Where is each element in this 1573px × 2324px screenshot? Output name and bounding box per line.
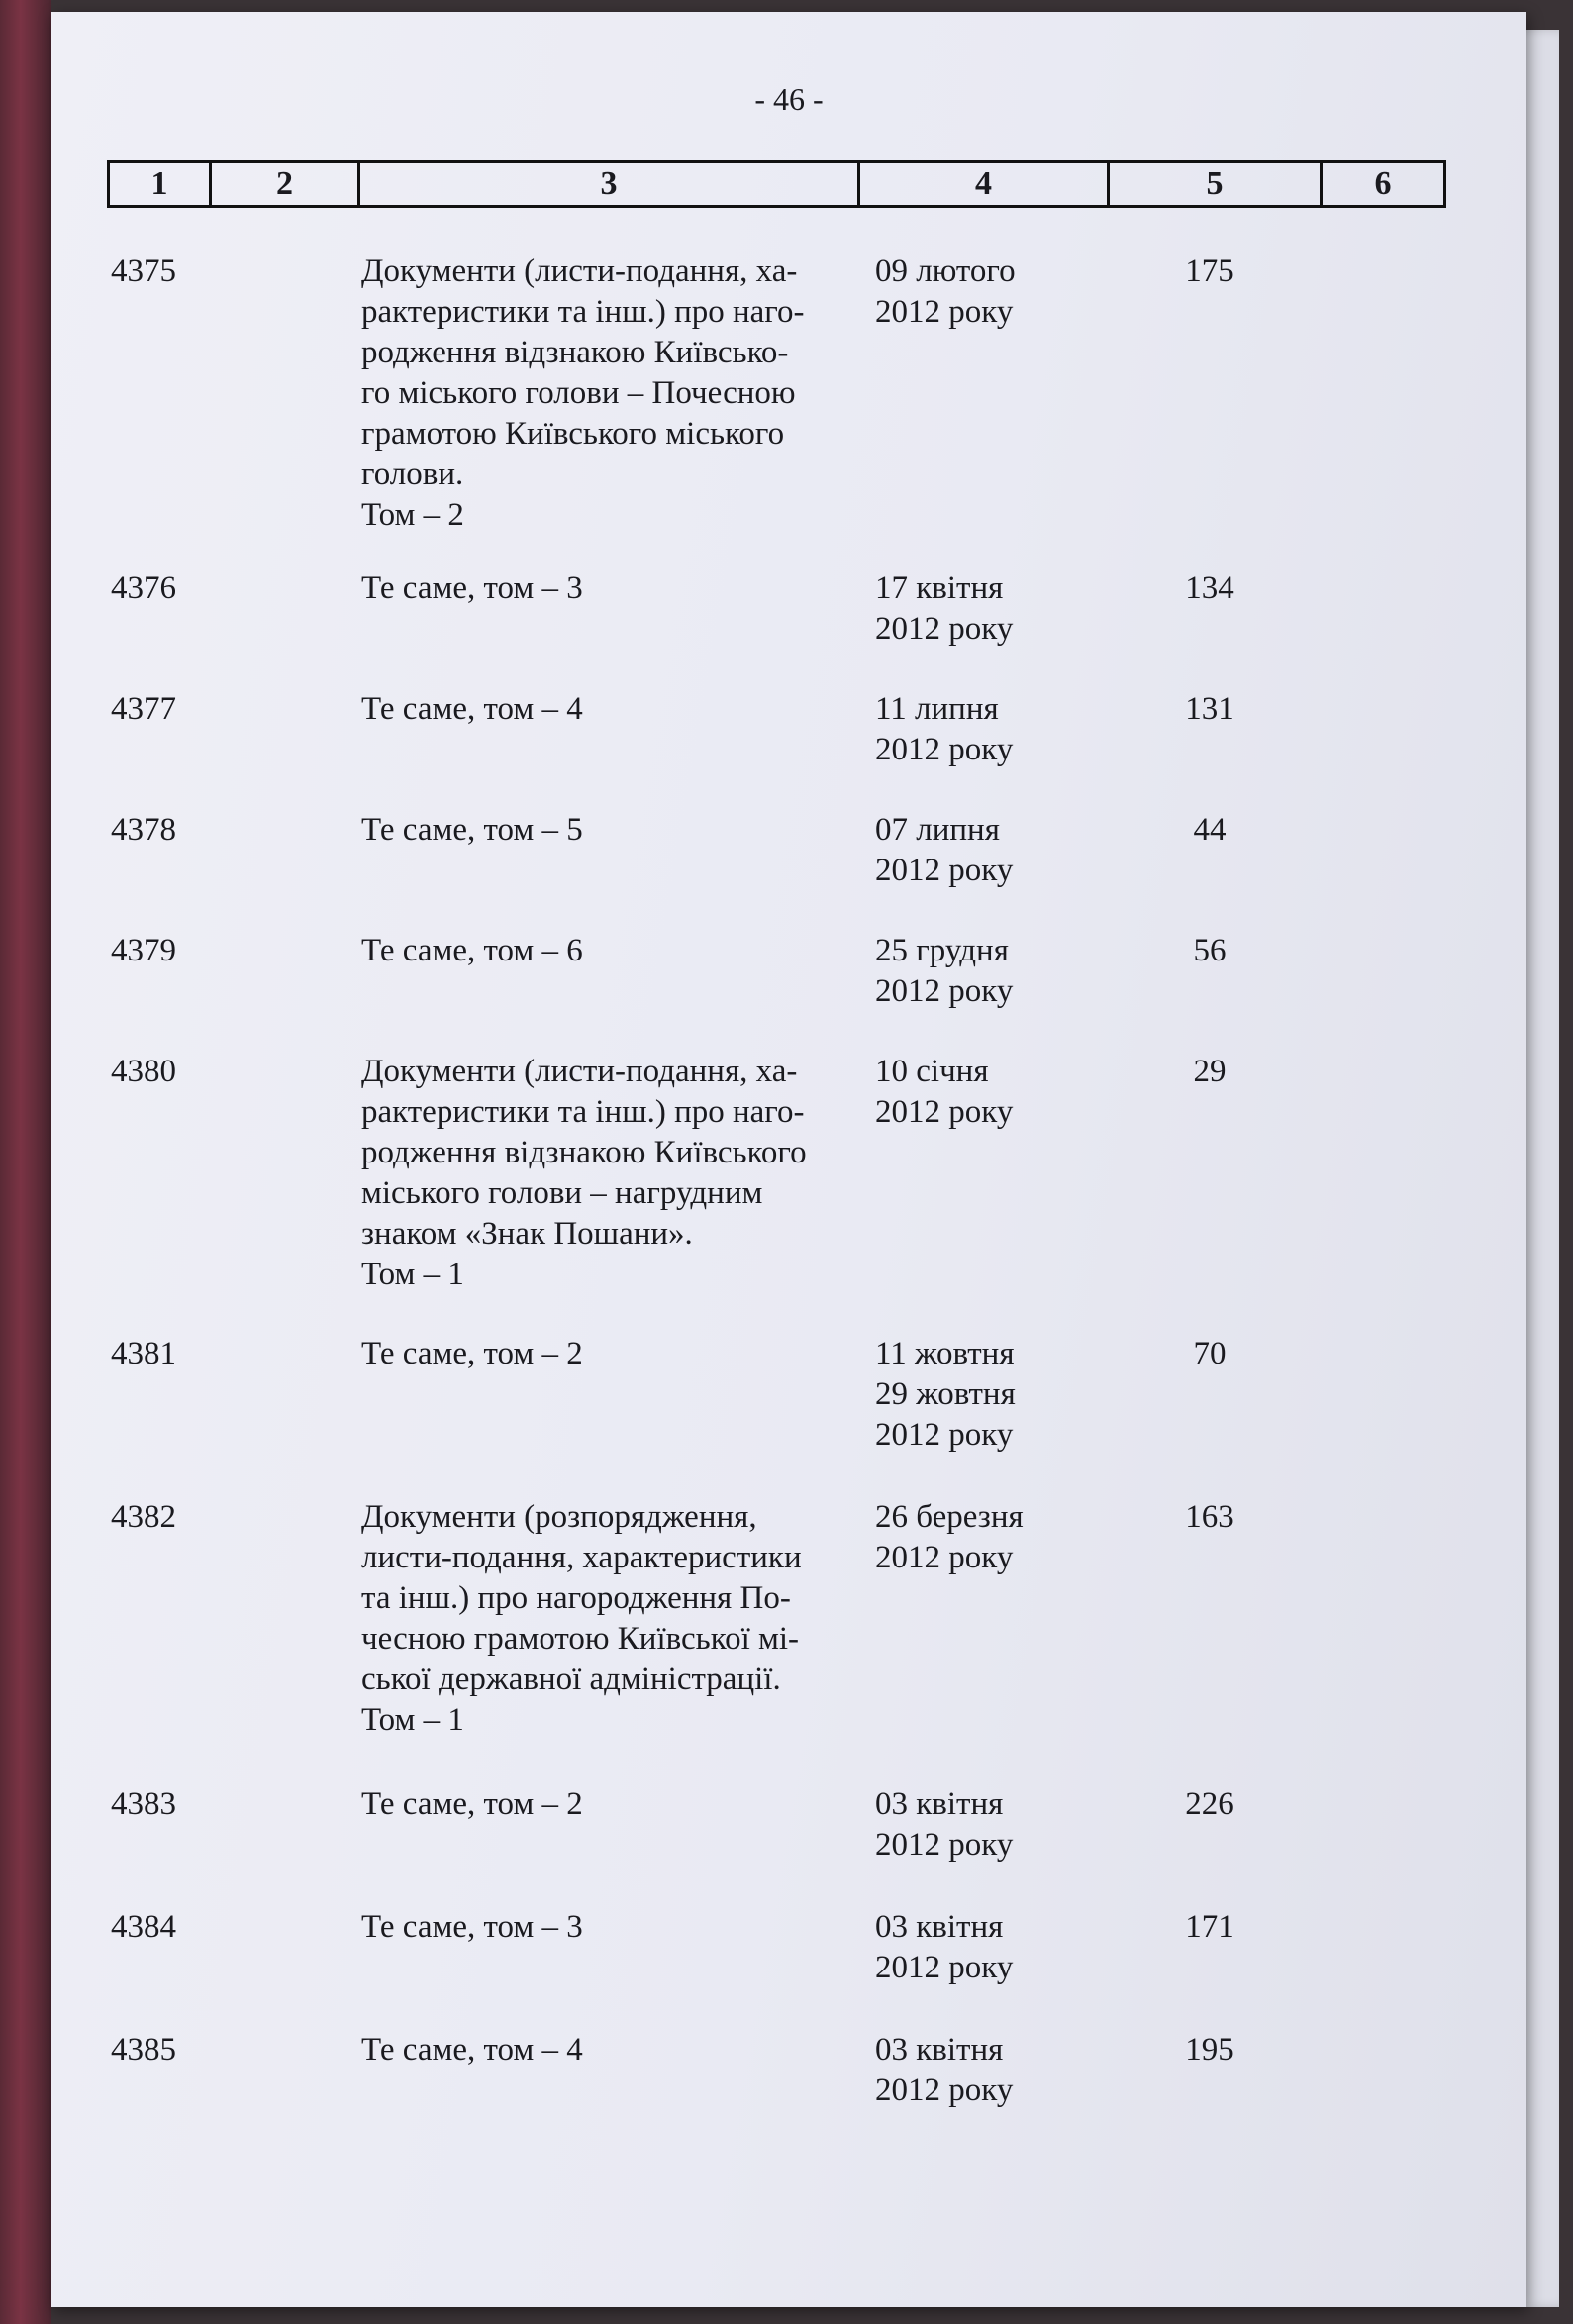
case-number: 4381 — [111, 1336, 176, 1371]
sheet-count: 70 — [1193, 1336, 1227, 1371]
case-date: 09 лютого 2012 року — [875, 253, 1016, 330]
case-number: 4375 — [111, 253, 176, 289]
case-date: 25 грудня 2012 року — [875, 933, 1014, 1009]
sheet-count: 131 — [1185, 691, 1234, 727]
case-date: 07 липня 2012 року — [875, 812, 1014, 888]
case-number: 4378 — [111, 812, 176, 848]
case-description: Те саме, том – 2 — [361, 1336, 583, 1371]
sheet-count: 134 — [1185, 570, 1234, 606]
binder-edge — [0, 0, 51, 2324]
case-number: 4382 — [111, 1499, 176, 1535]
case-description: Те саме, том – 2 — [361, 1786, 583, 1822]
case-description: Те саме, том – 4 — [361, 691, 583, 727]
case-date: 26 березня 2012 року — [875, 1499, 1024, 1575]
case-description: Те саме, том – 6 — [361, 933, 583, 968]
page-number: - 46 - — [754, 81, 824, 117]
case-description: Документи (листи-подання, ха- рактеристики та інш.) про наго- родження відзнакою Київського міського голови – нагрудним знаком «Знак Пошани». Том – 1 — [361, 1054, 807, 1292]
sheet-count: 226 — [1185, 1786, 1234, 1822]
case-description: Те саме, том – 5 — [361, 812, 583, 848]
case-description: Документи (листи-подання, ха- рактеристики та інш.) про наго- родження відзнакою Київсько- го міського голови – Почесною грамотою Київського міського голови. Том – 2 — [361, 253, 805, 533]
sheet-count: 56 — [1193, 933, 1227, 968]
case-date: 17 квітня 2012 року — [875, 570, 1014, 647]
case-description: Документи (розпорядження, листи-подання, характеристики та інш.) про нагородження По- чесною грамотою Київської мі- ської державної адміністрації. Том – 1 — [361, 1499, 802, 1738]
case-number: 4376 — [111, 570, 176, 606]
case-date: 11 липня 2012 року — [875, 691, 1014, 767]
column-header: 3 — [359, 162, 859, 207]
case-number: 4380 — [111, 1054, 176, 1089]
document-page — [51, 12, 1526, 2307]
case-description: Те саме, том – 4 — [361, 2032, 583, 2068]
case-number: 4379 — [111, 933, 176, 968]
case-number: 4377 — [111, 691, 176, 727]
column-header: 2 — [211, 162, 359, 207]
case-description: Те саме, том – 3 — [361, 1909, 583, 1945]
sheet-count: 29 — [1193, 1054, 1227, 1089]
column-header: 4 — [859, 162, 1109, 207]
case-description: Те саме, том – 3 — [361, 570, 583, 606]
case-date: 03 квітня 2012 року — [875, 1909, 1014, 1985]
sheet-count: 195 — [1185, 2032, 1234, 2068]
case-date: 11 жовтня 29 жовтня 2012 року — [875, 1336, 1016, 1453]
case-number: 4385 — [111, 2032, 176, 2068]
column-header: 1 — [109, 162, 211, 207]
case-date: 10 січня 2012 року — [875, 1054, 1014, 1130]
sheet-count: 44 — [1193, 812, 1227, 848]
sheet-count: 175 — [1185, 253, 1234, 289]
case-date: 03 квітня 2012 року — [875, 2032, 1014, 2108]
column-header-table — [107, 160, 1446, 208]
case-date: 03 квітня 2012 року — [875, 1786, 1014, 1863]
sheet-count: 163 — [1185, 1499, 1234, 1535]
column-header: 6 — [1322, 162, 1445, 207]
case-number: 4384 — [111, 1909, 176, 1945]
sheet-count: 171 — [1185, 1909, 1234, 1945]
case-number: 4383 — [111, 1786, 176, 1822]
column-header: 5 — [1109, 162, 1322, 207]
